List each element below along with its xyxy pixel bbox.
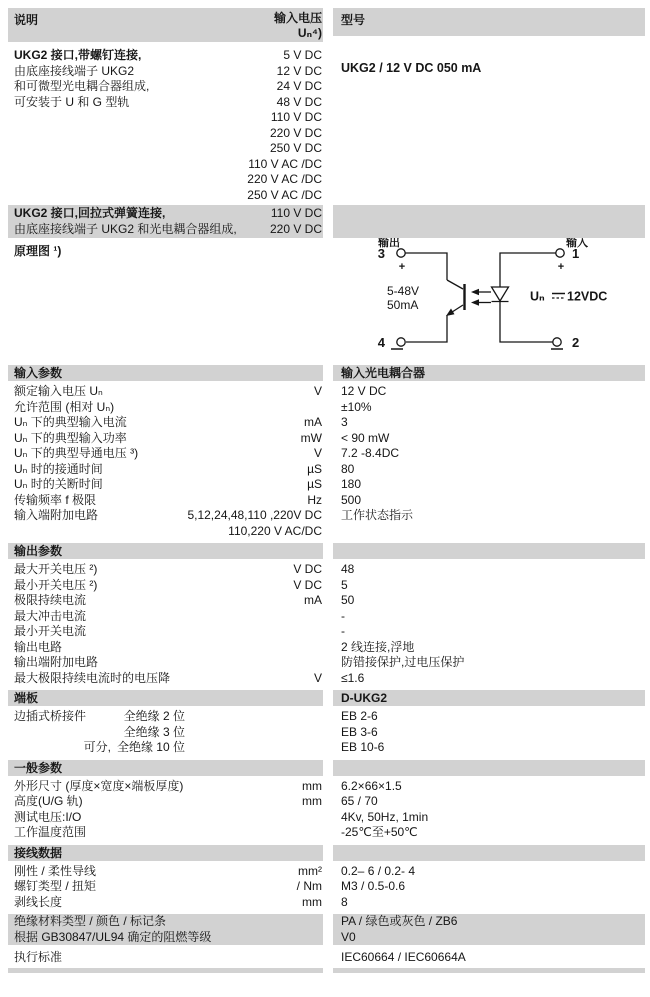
param-label: 额定输入电压 Uₙ	[14, 384, 103, 398]
terminal-4-circle	[397, 338, 405, 346]
param-row	[8, 794, 645, 810]
terminal-4-number: 4	[377, 335, 385, 350]
param-label: 边插式桥接件	[14, 709, 87, 723]
param-value: 2 线连接,浮地	[341, 639, 415, 654]
param-value: 180	[341, 477, 362, 491]
param-label: Uₙ 时的关断时间	[14, 477, 103, 491]
param-row	[8, 740, 645, 756]
param-unit: mW	[300, 430, 322, 445]
param-left-cell	[8, 740, 323, 756]
section-header-left	[8, 845, 323, 861]
param-value: EB 10-6	[341, 740, 385, 754]
param-value: 0.2– 6 / 0.2- 4	[341, 863, 416, 878]
param-value-cell	[323, 477, 645, 493]
insulation-labels	[8, 914, 323, 945]
bridge-entry	[14, 740, 185, 756]
param-unit: / Nm	[296, 879, 322, 893]
param-left-cell	[8, 477, 323, 493]
column-gap	[323, 365, 333, 381]
insulation-value: V0	[341, 929, 356, 944]
param-row	[8, 810, 645, 826]
terminal-1-number: 1	[572, 246, 580, 261]
variant-voltage: 110 V DC	[270, 206, 322, 220]
param-left-cell	[8, 655, 323, 671]
product-block	[8, 48, 645, 203]
param-value-cell	[323, 493, 645, 509]
param-left-cell	[8, 810, 323, 826]
column-header-input-voltage	[274, 11, 322, 42]
param-value: 工作状态指示	[341, 508, 414, 522]
schematic-title: 原理图 ¹)	[14, 244, 62, 258]
param-unit: µS	[307, 461, 322, 476]
param-row	[8, 508, 645, 524]
param-left-cell	[8, 384, 323, 400]
param-row	[8, 709, 645, 725]
header-band-right	[333, 8, 645, 36]
param-label: Uₙ 下的典型输入功率	[14, 430, 127, 445]
input-voltage-option: 48 V DC	[276, 94, 322, 109]
param-value: EB 3-6	[341, 724, 378, 739]
param-sublabel: 全绝缘 2 位	[123, 709, 185, 723]
param-unit: µS	[307, 477, 322, 491]
variant-band	[8, 205, 645, 238]
product-right	[323, 48, 645, 203]
param-unit: Hz	[307, 492, 322, 507]
param-unit: V DC	[293, 562, 322, 576]
section-header-band	[8, 845, 645, 861]
param-value-cell	[323, 655, 645, 671]
param-label: Uₙ 下的典型输入电流	[14, 415, 127, 429]
input-voltage-option: 12 V DC	[276, 63, 322, 78]
input-label: 输入	[566, 238, 588, 249]
variant-band-left	[8, 205, 323, 238]
input-voltage-title: 输入电压	[273, 11, 322, 25]
param-row	[8, 825, 645, 841]
param-value: ±10%	[341, 399, 372, 414]
param-value: 6.2×66×1.5	[341, 778, 402, 793]
product-description-line: UKG2 接口,带螺钉连接,	[14, 48, 142, 62]
param-row	[8, 895, 645, 911]
standards-row	[8, 949, 645, 965]
param-row	[8, 493, 645, 509]
param-value: M3 / 0.5-0.6	[341, 879, 406, 893]
param-value: 50	[341, 593, 355, 607]
column-gap	[323, 845, 333, 861]
param-unit: mm²	[298, 863, 322, 878]
param-value-cell	[323, 895, 645, 911]
param-unit: V	[313, 670, 322, 685]
param-value-cell	[323, 462, 645, 478]
param-label: Uₙ 时的接通时间	[14, 461, 103, 476]
param-left-cell	[8, 725, 323, 741]
param-left-cell	[8, 864, 323, 880]
param-row	[8, 879, 645, 895]
param-left-cell	[8, 508, 323, 524]
param-row	[8, 624, 645, 640]
param-left-cell	[8, 493, 323, 509]
insulation-band	[8, 914, 645, 945]
param-left-cell	[8, 825, 323, 841]
param-value-cell	[323, 415, 645, 431]
param-row	[8, 446, 645, 462]
plus-sign-input: +	[557, 261, 565, 273]
param-left-cell	[8, 879, 323, 895]
param-value-cell	[323, 508, 645, 524]
variant-row	[14, 206, 322, 222]
parameter-sections	[0, 365, 650, 910]
param-row	[8, 562, 645, 578]
param-value-cell	[323, 825, 645, 841]
param-row	[8, 384, 645, 400]
param-value-cell	[323, 671, 645, 687]
circuit-diagram	[325, 238, 637, 362]
param-value: 7.2 -8.4DC	[341, 446, 400, 460]
param-left-cell	[8, 431, 323, 447]
param-value-cell	[323, 384, 645, 400]
bridge-entry	[14, 709, 185, 725]
insulation-values	[333, 914, 645, 945]
param-value-cell	[323, 779, 645, 795]
column-gap	[323, 205, 333, 238]
param-unit: mm	[302, 778, 322, 793]
param-unit: 110,220 V AC/DC	[228, 523, 322, 538]
un-value: 12VDC	[567, 289, 608, 304]
param-row	[8, 725, 645, 741]
param-label: 输出端附加电路	[14, 655, 99, 669]
param-value-cell	[323, 879, 645, 895]
param-label: 最小开关电压 ²)	[14, 577, 98, 592]
terminal-3-number: 3	[377, 246, 385, 261]
datasheet-page	[0, 8, 650, 973]
param-label: 外形尺寸 (厚度×宽度×端板厚度)	[14, 778, 184, 793]
param-sublabel: 全绝缘 3 位	[123, 724, 185, 739]
param-row	[8, 640, 645, 656]
param-left-cell	[8, 779, 323, 795]
param-label: 测试电压:I/O	[14, 809, 82, 824]
param-row	[8, 578, 645, 594]
param-label: 输出电路	[14, 639, 63, 654]
param-left-cell	[8, 524, 323, 540]
param-row	[8, 431, 645, 447]
param-value-cell	[323, 446, 645, 462]
input-voltage-option: 250 V AC /DC	[247, 187, 322, 202]
param-left-cell	[8, 640, 323, 656]
param-row	[8, 400, 645, 416]
param-unit: mm	[302, 794, 322, 808]
param-left-cell	[8, 400, 323, 416]
param-unit: V	[313, 446, 322, 460]
section-title-right: 输入光电耦合器	[341, 366, 426, 380]
voltage-list	[247, 48, 322, 203]
section-header-band	[8, 543, 645, 559]
param-unit: V DC	[293, 577, 322, 592]
section-title: 输入参数	[14, 366, 63, 380]
param-value-cell	[323, 609, 645, 625]
param-value: 65 / 70	[341, 794, 378, 808]
param-row	[8, 864, 645, 880]
standards-value: IEC60664 / IEC60664A	[341, 950, 466, 964]
param-label: 螺钉类型 / 扭矩	[14, 879, 97, 893]
insulation-label: 绝缘材料类型 / 颜色 / 标记条	[14, 914, 167, 928]
param-label: 传输频率 f 极限	[14, 492, 97, 507]
input-voltage-option: 250 V DC	[269, 141, 322, 155]
section-rows	[8, 864, 645, 911]
input-voltage-option: 220 V DC	[269, 125, 322, 140]
section-title: 一般参数	[14, 760, 63, 775]
column-gap	[323, 690, 333, 706]
param-left-cell	[8, 624, 323, 640]
param-label: 最大冲击电流	[14, 608, 87, 623]
column-header-type: 型号	[341, 13, 366, 27]
light-arrows	[446, 289, 479, 316]
param-value-cell	[323, 864, 645, 880]
param-label: 工作温度范围	[14, 825, 87, 839]
variant-label: UKG2 接口,回拉式弹簧连接,	[14, 206, 166, 220]
param-value: 8	[341, 894, 348, 909]
terminal-2-number: 2	[572, 335, 580, 350]
input-voltage-option: 110 V AC /DC	[248, 156, 322, 171]
param-left-cell	[8, 671, 323, 687]
product-description-line: 由底座接线端子 UKG2	[14, 63, 135, 78]
standards-label: 执行标准	[14, 950, 63, 964]
param-row	[8, 477, 645, 493]
table-header	[8, 8, 645, 42]
param-value: -25℃至+50℃	[341, 825, 418, 839]
param-value: 80	[341, 461, 355, 476]
param-value: 3	[341, 415, 348, 429]
param-value-cell	[323, 624, 645, 640]
section-header-band	[8, 690, 645, 706]
terminal-3-circle	[397, 249, 405, 257]
column-gap	[323, 914, 333, 945]
model-number: UKG2 / 12 V DC 050 mA	[341, 61, 482, 75]
section-header-left	[8, 690, 323, 706]
product-description-line: 可安装于 U 和 G 型轨	[14, 94, 130, 109]
header-band-left	[8, 8, 323, 42]
param-value-cell	[323, 400, 645, 416]
output-label: 输出	[378, 238, 400, 249]
input-voltage-option: 24 V DC	[276, 79, 322, 93]
param-value: 4Kv, 50Hz, 1min	[341, 809, 429, 824]
column-gap	[323, 760, 333, 776]
param-left-cell	[8, 446, 323, 462]
variant-band-right	[333, 205, 645, 238]
param-label: 最大开关电压 ²)	[14, 562, 98, 576]
param-row	[8, 524, 645, 540]
param-left-cell	[8, 578, 323, 594]
variant-row	[14, 222, 322, 238]
column-header-description: 说明	[14, 13, 39, 27]
input-voltage-option: 110 V DC	[270, 110, 322, 124]
section-rows	[8, 384, 645, 539]
param-value: 防错接保护,过电压保护	[341, 655, 465, 669]
param-value-cell	[323, 709, 645, 725]
param-left-cell	[8, 709, 323, 725]
param-row	[8, 779, 645, 795]
section-rows	[8, 562, 645, 686]
un-symbol: Uₙ	[530, 289, 545, 304]
param-unit: 5,12,24,48,110 ,220V DC	[187, 508, 322, 522]
param-label: 刚性 / 柔性导线	[14, 863, 97, 878]
param-value: EB 2-6	[341, 709, 378, 723]
section-header-right	[333, 543, 645, 559]
param-unit: V	[313, 384, 322, 398]
param-value-cell	[323, 593, 645, 609]
param-unit: mA	[304, 593, 322, 607]
voltage-range-label: 5-48V	[387, 284, 420, 298]
param-value: ≤1.6	[341, 670, 365, 685]
product-left	[8, 48, 323, 203]
param-value: 48	[341, 562, 355, 576]
param-row	[8, 671, 645, 687]
input-voltage-option: 5 V DC	[283, 48, 322, 62]
param-row	[8, 462, 645, 478]
param-value-cell	[323, 794, 645, 810]
section-header-band	[8, 365, 645, 381]
param-label: 剥线长度	[14, 894, 63, 909]
param-value-cell	[323, 562, 645, 578]
param-label: 输入端附加电路	[14, 508, 99, 522]
section-rows	[8, 709, 645, 756]
section-title: 端板	[14, 691, 39, 705]
product-description-line: 和可微型光电耦合器组成,	[14, 79, 150, 93]
section-header-left	[8, 543, 323, 559]
insulation-value: PA / 绿色或灰色 / ZB6	[341, 914, 458, 928]
section-header-band	[8, 760, 645, 776]
param-label: 高度(U/G 轨)	[14, 794, 83, 808]
param-label: 允许范围 (相对 Uₙ)	[14, 399, 115, 414]
param-unit: mm	[302, 894, 322, 909]
param-left-cell	[8, 415, 323, 431]
param-row	[8, 655, 645, 671]
param-value: -	[341, 624, 345, 638]
param-row	[8, 609, 645, 625]
terminal-1-circle	[556, 249, 564, 257]
current-label: 50mA	[387, 298, 419, 312]
variant-label: 由底座接线端子 UKG2 和光电耦合器组成,	[14, 221, 237, 236]
param-row	[8, 593, 645, 609]
param-unit: mA	[304, 415, 322, 429]
variant-voltage: 220 V DC	[269, 221, 322, 236]
param-value-cell	[323, 524, 645, 540]
param-label: 最大极限持续电流时的电压降	[14, 670, 171, 685]
section-title-right: D-UKG2	[341, 691, 388, 705]
param-value-cell	[323, 740, 645, 756]
param-value: 12 V DC	[341, 384, 387, 398]
bridge-entry	[14, 725, 185, 741]
param-value-cell	[323, 578, 645, 594]
param-value: 500	[341, 492, 362, 507]
footer-band	[8, 968, 645, 973]
section-header-left	[8, 365, 323, 381]
param-label: 最小开关电流	[14, 624, 87, 638]
param-left-cell	[8, 593, 323, 609]
section-header-right	[333, 365, 645, 381]
schematic-block	[0, 238, 650, 362]
param-left-cell	[8, 794, 323, 810]
section-header-left	[8, 760, 323, 776]
product-description	[14, 48, 149, 203]
param-left-cell	[8, 609, 323, 625]
insulation-label: 根据 GB30847/UL94 确定的阻燃等级	[14, 929, 212, 944]
section-rows	[8, 779, 645, 841]
param-label: 可分,	[83, 740, 111, 754]
column-gap	[323, 543, 333, 559]
param-label: Uₙ 下的典型导通电压 ³)	[14, 446, 139, 460]
section-header-right	[333, 690, 645, 706]
param-value-cell	[323, 810, 645, 826]
section-title: 接线数据	[14, 845, 63, 860]
section-header-right	[333, 845, 645, 861]
param-value-cell	[323, 640, 645, 656]
section-header-right	[333, 760, 645, 776]
param-sublabel: 全绝缘 10 位	[116, 740, 185, 754]
input-voltage-option: 220 V AC /DC	[247, 172, 322, 186]
param-label: 极限持续电流	[14, 593, 87, 607]
section-title: 输出参数	[14, 544, 63, 558]
plus-sign-output: +	[398, 261, 406, 273]
param-left-cell	[8, 562, 323, 578]
terminal-2-circle	[553, 338, 561, 346]
param-value: < 90 mW	[341, 430, 390, 445]
param-value-cell	[323, 725, 645, 741]
param-row	[8, 415, 645, 431]
param-value-cell	[323, 431, 645, 447]
param-value: -	[341, 608, 345, 623]
param-value: 5	[341, 577, 348, 592]
input-voltage-symbol: Uₙ⁴)	[297, 26, 322, 40]
param-left-cell	[8, 895, 323, 911]
param-left-cell	[8, 462, 323, 478]
